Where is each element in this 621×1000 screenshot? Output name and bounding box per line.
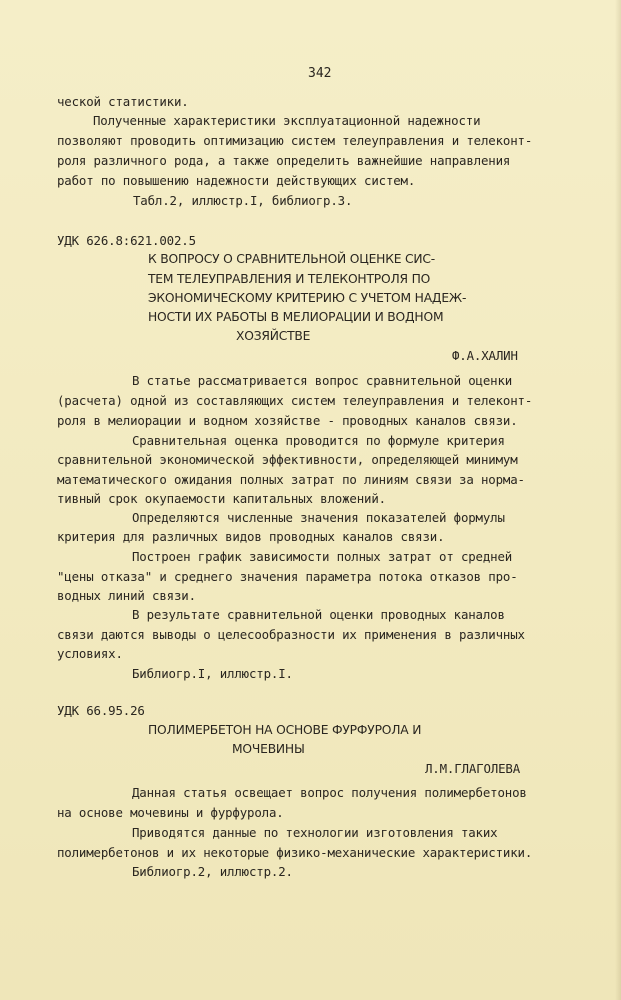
article-title-line: ТЕМ ТЕЛЕУПРАВЛЕНИЯ И ТЕЛЕКОНТРОЛЯ ПО (148, 272, 431, 286)
abstract-line: роля в мелиорации и водном хозяйстве - проводных каналов связи. (57, 413, 518, 428)
page-number: 342 (308, 66, 332, 81)
intro-line: работ по повышению надежности действующих систем. (57, 173, 416, 188)
intro-line: Полученные характеристики эксплуатационной надежности (93, 113, 481, 128)
abstract-line: связи даются выводы о целесообразности их применения в различных (57, 627, 525, 642)
abstract-line: (расчета) одной из составляющих систем телеуправления и телеконт- (57, 393, 533, 408)
article-title-line: МОЧЕВИНЫ (232, 742, 305, 756)
intro-line: Табл.2, иллюстр.I, библиогр.3. (133, 193, 353, 208)
article-title-line: НОСТИ ИХ РАБОТЫ В МЕЛИОРАЦИИ И ВОДНОМ (148, 310, 444, 324)
abstract-line: полимербетонов и их некоторые физико-механические характеристики. (57, 845, 533, 860)
abstract-line: условиях. (57, 646, 123, 661)
intro-line: роля различного рода, а также определить важнейшие направления (57, 153, 511, 168)
abstract-line: Данная статья освещает вопрос получения полимербетонов (132, 785, 527, 800)
intro-line: ческой статистики. (57, 94, 189, 109)
abstract-line: Определяются численные значения показателей формулы (132, 510, 505, 525)
udk-code: УДК 626.8:621.002.5 (57, 233, 196, 248)
abstract-line: критерия для различных видов проводных каналов связи. (57, 529, 445, 544)
abstract-line: Построен график зависимости полных затрат от средней (132, 549, 513, 564)
article-title-line: ЭКОНОМИЧЕСКОМУ КРИТЕРИЮ С УЧЕТОМ НАДЕЖ- (148, 291, 467, 305)
abstract-line: тивный срок окупаемости капитальных вложений. (57, 491, 386, 506)
udk-code: УДК 66.95.26 (57, 703, 145, 718)
abstract-line: математического ожидания полных затрат по линиям связи за норма- (57, 472, 525, 487)
article-title-line: ПОЛИМЕРБЕТОН НА ОСНОВЕ ФУРФУРОЛА И (148, 723, 422, 737)
article-author: Ф.А.ХАЛИН (452, 348, 518, 363)
abstract-line: Библиогр.2, иллюстр.2. (132, 864, 293, 879)
abstract-line: Сравнительная оценка проводится по формуле критерия (132, 433, 505, 448)
page-edge-shadow (615, 0, 621, 1000)
article-title-line: ХОЗЯЙСТВЕ (236, 329, 311, 343)
abstract-line: В результате сравнительной оценки проводных каналов (132, 607, 505, 622)
abstract-line: на основе мочевины и фурфурола. (57, 805, 284, 820)
abstract-line: сравнительной экономической эффективности, определяющей минимум (57, 452, 518, 467)
abstract-line: "цены отказа" и среднего значения параметра потока отказов про- (57, 569, 518, 584)
intro-line: позволяют проводить оптимизацию систем телеуправления и телеконт- (57, 133, 533, 148)
article-title-line: К ВОПРОСУ О СРАВНИТЕЛЬНОЙ ОЦЕНКЕ СИС- (148, 252, 436, 266)
abstract-line: Приводятся данные по технологии изготовления таких (132, 825, 498, 840)
abstract-line: водных линий связи. (57, 588, 196, 603)
article-author: Л.М.ГЛАГОЛЕВА (425, 761, 521, 776)
abstract-line: В статье рассматривается вопрос сравнительной оценки (132, 373, 513, 388)
abstract-line: Библиогр.I, иллюстр.I. (132, 666, 293, 681)
